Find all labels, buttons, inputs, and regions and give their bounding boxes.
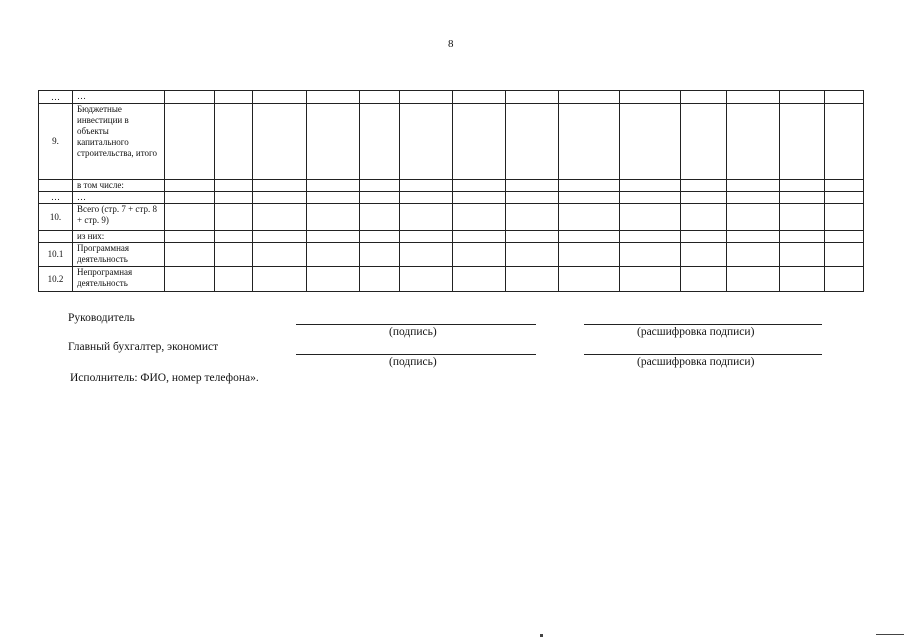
table-row	[39, 267, 864, 292]
empty-cell	[360, 204, 400, 231]
empty-cell	[400, 204, 453, 231]
empty-cell	[727, 231, 780, 243]
empty-cell	[307, 204, 360, 231]
empty-cell	[727, 267, 780, 292]
empty-cell	[559, 91, 620, 104]
empty-cell	[165, 180, 215, 192]
empty-cell	[506, 91, 559, 104]
scan-artifact	[540, 634, 543, 637]
row-name-cell: …	[73, 192, 165, 204]
empty-cell	[453, 243, 506, 267]
row-number-cell: 9.	[39, 104, 73, 180]
empty-cell	[307, 180, 360, 192]
empty-cell	[620, 180, 681, 192]
empty-cell	[506, 243, 559, 267]
empty-cell	[620, 192, 681, 204]
table-row	[39, 204, 864, 231]
head-decryption-line	[584, 324, 822, 325]
table-row	[39, 104, 864, 180]
empty-cell	[620, 231, 681, 243]
empty-cell	[165, 192, 215, 204]
row-number-cell: …	[39, 91, 73, 104]
row-name-cell: из них:	[73, 231, 165, 243]
row-number-cell: …	[39, 192, 73, 204]
empty-cell	[681, 204, 727, 231]
chief-signature-caption: (подпись)	[389, 356, 437, 368]
row-name-cell: Всего (стр. 7 + стр. 8 + стр. 9)	[73, 204, 165, 231]
empty-cell	[825, 267, 864, 292]
empty-cell	[453, 180, 506, 192]
empty-cell	[780, 243, 825, 267]
empty-cell	[215, 192, 253, 204]
page-number: 8	[448, 38, 454, 50]
empty-cell	[253, 180, 307, 192]
empty-cell	[307, 243, 360, 267]
row-name-cell: …	[73, 91, 165, 104]
empty-cell	[727, 91, 780, 104]
row-number-cell	[39, 231, 73, 243]
empty-cell	[825, 104, 864, 180]
empty-cell	[681, 231, 727, 243]
empty-cell	[620, 104, 681, 180]
chief-decryption-caption: (расшифровка подписи)	[637, 356, 755, 368]
empty-cell	[681, 91, 727, 104]
empty-cell	[825, 192, 864, 204]
empty-cell	[681, 243, 727, 267]
empty-cell	[825, 91, 864, 104]
row-name-cell: в том числе:	[73, 180, 165, 192]
row-number-cell: 10.	[39, 204, 73, 231]
empty-cell	[360, 104, 400, 180]
empty-cell	[165, 91, 215, 104]
chief-signature-line	[296, 354, 536, 355]
empty-cell	[253, 267, 307, 292]
empty-cell	[453, 104, 506, 180]
empty-cell	[825, 243, 864, 267]
empty-cell	[681, 104, 727, 180]
empty-cell	[506, 231, 559, 243]
empty-cell	[453, 192, 506, 204]
head-signature-caption: (подпись)	[389, 326, 437, 338]
empty-cell	[727, 104, 780, 180]
empty-cell	[453, 91, 506, 104]
empty-cell	[506, 204, 559, 231]
empty-cell	[165, 243, 215, 267]
empty-cell	[559, 267, 620, 292]
empty-cell	[559, 192, 620, 204]
empty-cell	[620, 243, 681, 267]
empty-cell	[506, 104, 559, 180]
empty-cell	[620, 91, 681, 104]
head-signature-line	[296, 324, 536, 325]
chief-decryption-line	[584, 354, 822, 355]
empty-cell	[360, 180, 400, 192]
empty-cell	[620, 204, 681, 231]
empty-cell	[780, 104, 825, 180]
empty-cell	[215, 231, 253, 243]
empty-cell	[215, 243, 253, 267]
empty-cell	[780, 91, 825, 104]
empty-cell	[215, 91, 253, 104]
empty-cell	[506, 180, 559, 192]
empty-cell	[780, 204, 825, 231]
empty-cell	[400, 104, 453, 180]
budget-table	[38, 90, 864, 292]
empty-cell	[681, 267, 727, 292]
empty-cell	[215, 104, 253, 180]
empty-cell	[400, 91, 453, 104]
empty-cell	[215, 180, 253, 192]
empty-cell	[453, 231, 506, 243]
empty-cell	[307, 91, 360, 104]
table-row	[39, 231, 864, 243]
empty-cell	[215, 204, 253, 231]
empty-cell	[215, 267, 253, 292]
empty-cell	[780, 267, 825, 292]
table-row	[39, 180, 864, 192]
executor-label: Исполнитель: ФИО, номер телефона».	[70, 372, 259, 384]
empty-cell	[253, 243, 307, 267]
empty-cell	[559, 104, 620, 180]
empty-cell	[360, 267, 400, 292]
row-number-cell: 10.1	[39, 243, 73, 267]
empty-cell	[825, 204, 864, 231]
scan-artifact-edge	[876, 634, 904, 635]
empty-cell	[400, 192, 453, 204]
empty-cell	[307, 104, 360, 180]
empty-cell	[727, 192, 780, 204]
table-row	[39, 192, 864, 204]
empty-cell	[620, 267, 681, 292]
empty-cell	[780, 180, 825, 192]
empty-cell	[307, 231, 360, 243]
empty-cell	[681, 180, 727, 192]
empty-cell	[453, 204, 506, 231]
empty-cell	[506, 192, 559, 204]
empty-cell	[780, 231, 825, 243]
empty-cell	[165, 231, 215, 243]
empty-cell	[253, 91, 307, 104]
empty-cell	[400, 231, 453, 243]
empty-cell	[780, 192, 825, 204]
empty-cell	[360, 91, 400, 104]
empty-cell	[307, 192, 360, 204]
empty-cell	[360, 231, 400, 243]
empty-cell	[559, 180, 620, 192]
row-number-cell	[39, 180, 73, 192]
empty-cell	[253, 204, 307, 231]
empty-cell	[825, 231, 864, 243]
row-name-cell: Программная деятельность	[73, 243, 165, 267]
empty-cell	[307, 267, 360, 292]
empty-cell	[825, 180, 864, 192]
row-name-cell: Непрограмная деятельность	[73, 267, 165, 292]
empty-cell	[727, 243, 780, 267]
empty-cell	[559, 243, 620, 267]
row-name-cell: Бюджетные инвестиции в объекты капитального строительства, итого	[73, 104, 165, 180]
empty-cell	[681, 192, 727, 204]
empty-cell	[360, 243, 400, 267]
table-row	[39, 91, 864, 104]
empty-cell	[453, 267, 506, 292]
empty-cell	[400, 267, 453, 292]
empty-cell	[253, 231, 307, 243]
empty-cell	[506, 267, 559, 292]
head-decryption-caption: (расшифровка подписи)	[637, 326, 755, 338]
row-number-cell: 10.2	[39, 267, 73, 292]
empty-cell	[253, 192, 307, 204]
empty-cell	[727, 180, 780, 192]
empty-cell	[165, 204, 215, 231]
empty-cell	[559, 231, 620, 243]
empty-cell	[727, 204, 780, 231]
empty-cell	[165, 267, 215, 292]
empty-cell	[253, 104, 307, 180]
empty-cell	[165, 104, 215, 180]
empty-cell	[360, 192, 400, 204]
empty-cell	[400, 180, 453, 192]
empty-cell	[400, 243, 453, 267]
chief-accountant-label: Главный бухгалтер, экономист	[68, 341, 219, 353]
head-label: Руководитель	[68, 312, 135, 324]
empty-cell	[559, 204, 620, 231]
table-row	[39, 243, 864, 267]
